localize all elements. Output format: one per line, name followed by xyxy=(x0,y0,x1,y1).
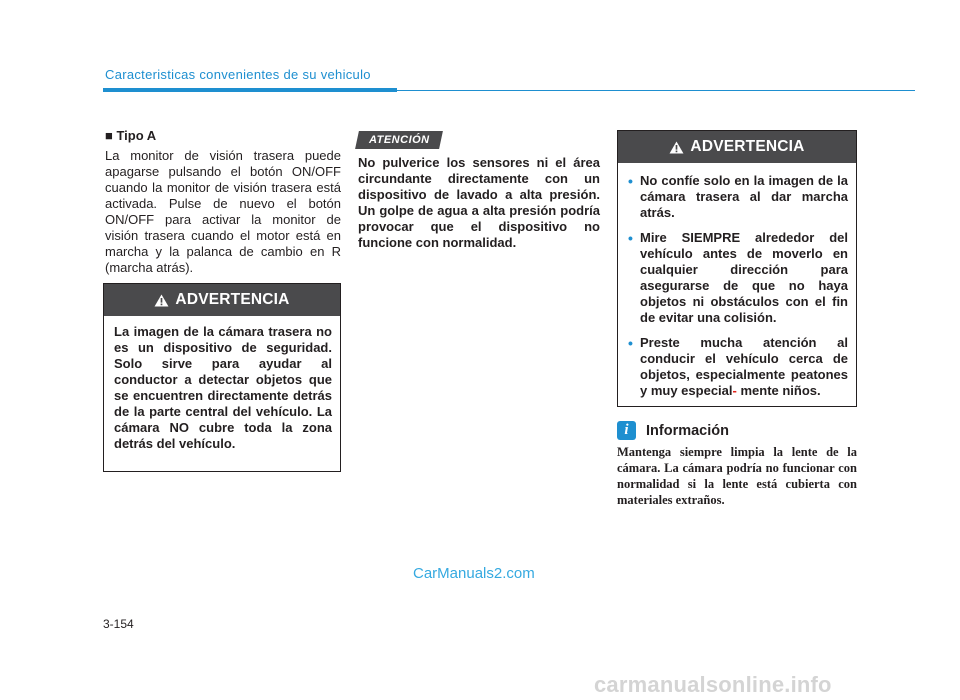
tipo-a-paragraph: La monitor de visión trasera puede apagarse pulsando el botón ON/OFF cuando la monitor de visión trasera está activada. Pulse de nuevo el botón ON/OFF para activar la monitor de visión trasera cuando el motor está en marcha y la palanca de cambio en R (marcha atrás). xyxy=(105,148,341,275)
header-rule-accent xyxy=(103,88,397,92)
warning-triangle-icon xyxy=(154,294,169,307)
info-heading xyxy=(617,421,729,440)
bullet-icon: • xyxy=(628,335,633,351)
tipo-a-heading: ■ Tipo A xyxy=(105,128,157,143)
warning-list-item xyxy=(628,335,848,399)
warning-list-item xyxy=(628,173,848,221)
warning-header xyxy=(104,284,340,316)
warning-item-text: Mire SIEMPRE alrededor del vehículo antes de moverlo en cualquier dirección para asegurarse de que no haya objetos ni obstáculos con el fin de evitar una colisión. xyxy=(640,230,848,325)
warning-box-camera xyxy=(103,283,341,472)
atencion-badge xyxy=(355,131,443,149)
warning-list-item xyxy=(628,230,848,326)
warning-triangle-icon xyxy=(669,141,684,154)
warning-title: ADVERTENCIA xyxy=(690,138,805,155)
section-title: Caracteristicas convenientes de su vehiculo xyxy=(105,67,371,82)
info-text: Mantenga siempre limpia la lente de la cámara. La cámara podría no funcionar con normalidad si la lente está cubierta con materiales extraños. xyxy=(617,445,857,507)
warning-item-text-cont: mente niños. xyxy=(740,383,821,398)
bullet-icon: • xyxy=(628,173,633,189)
header-rule-line xyxy=(397,90,915,91)
bullet-icon: • xyxy=(628,230,633,246)
warning-list xyxy=(618,163,856,399)
watermark-carmanuals2: CarManuals2.com xyxy=(413,565,535,582)
warning-header xyxy=(618,131,856,163)
page-number: 3-154 xyxy=(103,617,134,631)
warning-text: La imagen de la cámara trasera no es un dispositivo de seguridad. Solo sirve para ayudar al conductor a detectar objetos que se encuentren directamente detrás de la parte central del vehículo. La cámara NO cubre toda la zona detrás del vehículo. xyxy=(114,324,332,451)
atencion-label: ATENCIÓN xyxy=(368,134,430,146)
warning-item-text: No confíe solo en la imagen de la cámara trasera al dar marcha atrás. xyxy=(640,173,848,220)
warning-title: ADVERTENCIA xyxy=(175,291,290,308)
warning-box-reversing xyxy=(617,130,857,407)
watermark-carmanualsonline: carmanualsonline.info xyxy=(594,672,832,697)
info-icon: i xyxy=(617,421,636,440)
atencion-text: No pulverice los sensores ni el área circundante directamente con un dispositivo de lavado a alta presión. Un golpe de agua a alta presión podría provocar que el dispositivo no funcione con normalidad. xyxy=(358,155,600,250)
warning-item-text: Preste mucha atención al conducir el vehículo cerca de objetos, especialmente peatones y muy especial xyxy=(640,335,848,398)
hyphen-mark: - xyxy=(732,383,737,398)
info-title: Información xyxy=(646,422,729,439)
